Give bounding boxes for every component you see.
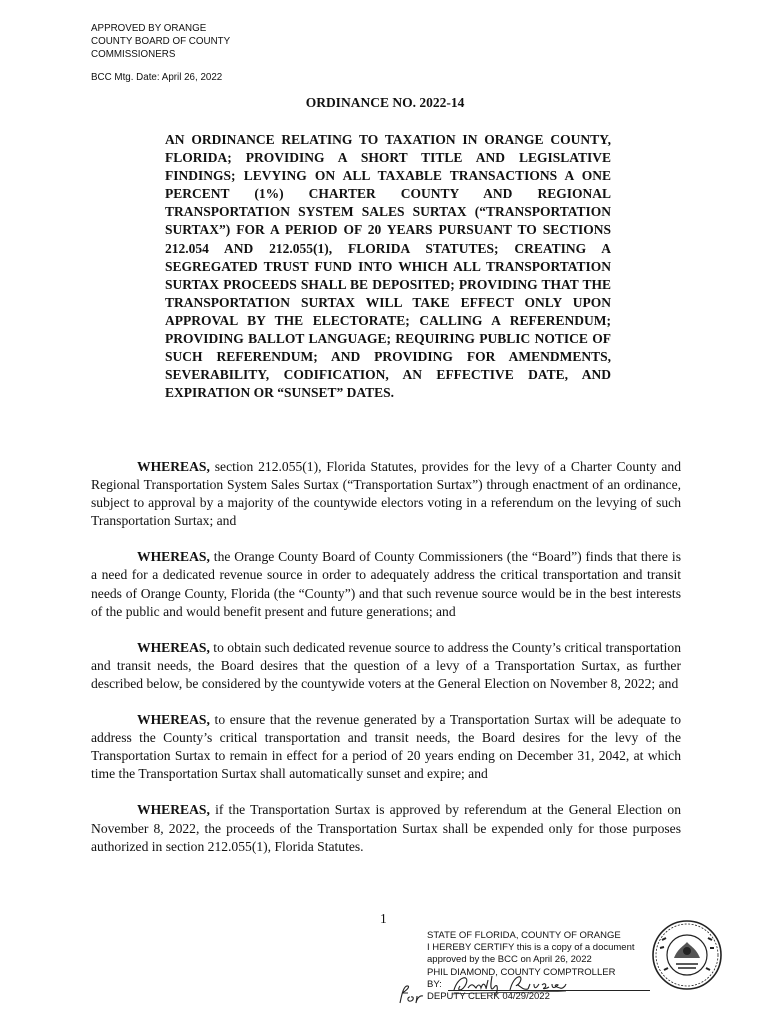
bcc-meeting-date: BCC Mtg. Date: April 26, 2022 — [91, 72, 223, 83]
whereas-lead: WHEREAS, — [137, 712, 210, 728]
whereas-lead: WHEREAS, — [137, 549, 210, 565]
cert-line: DEPUTY CLERK 04/29/2022 — [427, 991, 550, 1003]
whereas-paragraph — [91, 801, 681, 855]
ordinance-caption: AN ORDINANCE RELATING TO TAXATION IN ORANGE COUNTY, FLORIDA; PROVIDING A SHORT TITLE AND LEGISLATIVE FINDINGS; LEVYING ON ALL TAXABLE TRANSACTIONS A ONE PERCENT (1%) CHARTER COUNTY AND REGIONAL TRANSPORTATION SYSTEM SALES SURTAX (“TRANSPORTATION SURTAX”) FOR A PERIOD OF 20 YEARS PURSUANT TO SECTIONS 212.054 AND 212.055(1), FLORIDA STATUTES; CREATING A SEGREGATED TRUST FUND INTO WHICH ALL TRANSPORTATION SURTAX PROCEEDS SHALL BE DEPOSITED; PROVIDING THAT THE TRANSPORTATION SURTAX WILL TAKE EFFECT ONLY UPON APPROVAL BY THE ELECTORATE; CALLING A REFERENDUM; PROVIDING BALLOT LANGUAGE; REQUIRING PUBLIC NOTICE OF SUCH REFERENDUM; AND PROVIDING FOR AMENDMENTS, SEVERABILITY, CODIFICATION, AN EFFECTIVE DATE, AND EXPIRATION OR “SUNSET” DATES. — [165, 132, 611, 401]
paragraph-text: to obtain such dedicated revenue source to address the County’s critical transportation and transit needs, the Board desires that the question of a levy of a Transportation Surtax, as further described below, be considered by the countywide voters at the General Election on November 8, 2022; and — [91, 639, 682, 691]
paragraph-text: the Orange County Board of County Commissioners (the “Board”) finds that there is a need for a dedicated revenue source in order to adequately address the critical transportation and transit needs of Orange County, Florida (the “County”) and that such revenue source would be in the best interests of the public and would benefit present and future generations; and — [91, 549, 681, 619]
cert-line: BY: — [427, 978, 442, 990]
ordinance-title: ORDINANCE NO. 2022-14 — [305, 95, 465, 110]
paragraph-text: section 212.055(1), Florida Statutes, provides for the levy of a Charter County and Regional Transportation System Sales Surtax (“Transportation Surtax”) through enactment of an ordinance, subject to approval by a majority of the countywide electors voting in a referendum on the levying of such Transportation Surtax; and — [91, 459, 681, 529]
whereas-lead: WHEREAS, — [137, 639, 210, 655]
approval-line: COUNTY BOARD OF COUNTY — [91, 36, 231, 47]
approval-line: COMMISSIONERS — [91, 49, 176, 60]
whereas-paragraph — [91, 639, 681, 693]
whereas-paragraph — [91, 548, 681, 620]
handwritten-signature — [448, 972, 568, 998]
for-handwritten-mark — [394, 983, 428, 1005]
page-number: 1 — [380, 911, 387, 926]
cert-line: approved by the BCC on April 26, 2022 — [427, 954, 592, 966]
county-seal — [650, 918, 724, 992]
whereas-clauses — [91, 458, 681, 874]
cert-line: PHIL DIAMOND, COUNTY COMPTROLLER — [427, 966, 616, 978]
whereas-paragraph — [91, 711, 681, 783]
cert-line: STATE OF FLORIDA, COUNTY OF ORANGE — [427, 930, 621, 941]
cert-line: I HEREBY CERTIFY this is a copy of a document — [427, 942, 635, 954]
approval-line: APPROVED BY ORANGE — [91, 23, 207, 34]
whereas-lead: WHEREAS, — [137, 459, 210, 474]
approval-stamp — [91, 22, 230, 61]
whereas-paragraph — [91, 458, 681, 530]
whereas-lead: WHEREAS, — [137, 802, 210, 818]
paragraph-text: if the Transportation Surtax is approved by referendum at the General Election on November 8, 2022, the proceeds of the Transportation Surtax shall be expended only for those purposes authorized in section 212.055(1), Florida Statutes. — [91, 802, 681, 854]
paragraph-text: to ensure that the revenue generated by a Transportation Surtax will be adequate to address the County’s critical transportation and transit needs, the Board desires for the levy of the Transportation Surtax to remain in effect for a period of 20 years ending on December 31, 2042, at which time the Transportation Surtax shall automatically sunset and expire; and — [91, 712, 681, 782]
